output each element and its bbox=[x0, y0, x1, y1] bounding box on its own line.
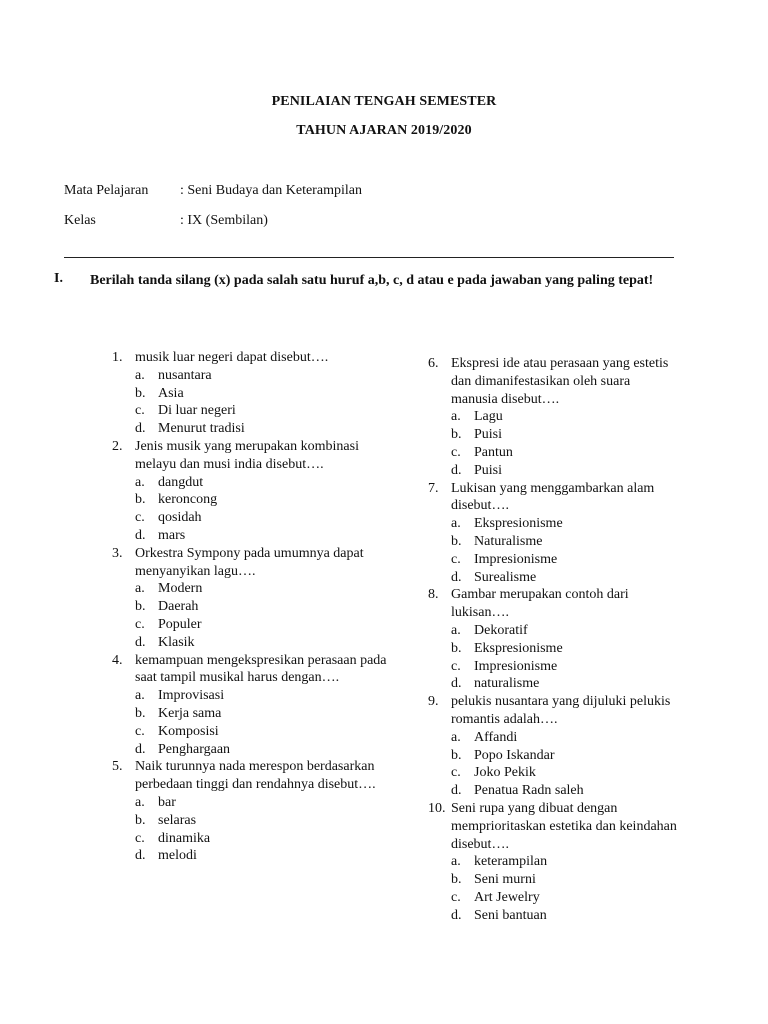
option-letter: d. bbox=[451, 676, 462, 692]
option-letter: d. bbox=[135, 634, 146, 650]
option-letter: a. bbox=[135, 688, 145, 704]
option-text: Art Jewelry bbox=[474, 889, 540, 905]
option-text: keterampilan bbox=[474, 854, 548, 870]
class-label: Kelas bbox=[64, 213, 96, 228]
option-text: Klasik bbox=[158, 634, 195, 650]
option-text: Ekspresionisme bbox=[474, 516, 563, 532]
option-text: Impresionisme bbox=[474, 658, 558, 674]
question-item bbox=[112, 652, 402, 759]
option-text: Popo Iskandar bbox=[474, 747, 555, 763]
answer-option[interactable] bbox=[135, 616, 402, 634]
question-column-right bbox=[428, 355, 678, 925]
answer-option[interactable] bbox=[135, 687, 402, 705]
answer-option[interactable] bbox=[451, 764, 678, 782]
answer-option[interactable] bbox=[135, 491, 402, 509]
option-text: Lagu bbox=[474, 409, 503, 425]
question-item bbox=[112, 545, 402, 652]
question-number: 3. bbox=[112, 545, 123, 561]
answer-option[interactable] bbox=[135, 634, 402, 652]
question-text: pelukis nusantara yang dijuluki pelukis romantis adalah…. bbox=[451, 694, 671, 727]
answer-option[interactable] bbox=[135, 723, 402, 741]
option-letter: b. bbox=[135, 705, 146, 721]
question-item bbox=[428, 800, 678, 925]
option-text: selaras bbox=[158, 812, 197, 828]
option-letter: d. bbox=[135, 421, 146, 437]
question-item bbox=[428, 480, 678, 587]
option-text: melodi bbox=[158, 848, 197, 864]
question-text: Lukisan yang menggambarkan alam disebut…. bbox=[451, 480, 655, 514]
answer-option[interactable] bbox=[135, 794, 402, 812]
option-text: Improvisasi bbox=[158, 688, 225, 704]
option-letter: a. bbox=[135, 474, 145, 490]
option-letter: b. bbox=[451, 427, 462, 443]
answer-option[interactable] bbox=[135, 598, 402, 616]
subject-value: : Seni Budaya dan Keterampilan bbox=[180, 183, 362, 198]
option-text: naturalisme bbox=[474, 676, 540, 692]
option-letter: c. bbox=[135, 510, 145, 526]
option-letter: a. bbox=[451, 729, 461, 745]
question-text: Jenis musik yang merupakan kombinasi melayu dan musi india disebut…. bbox=[135, 438, 359, 472]
divider bbox=[64, 257, 674, 258]
question-item bbox=[112, 349, 402, 438]
answer-option[interactable] bbox=[451, 515, 678, 533]
option-text: Kerja sama bbox=[158, 705, 222, 721]
answer-option[interactable] bbox=[451, 569, 678, 587]
option-letter: b. bbox=[135, 599, 146, 615]
option-text: Di luar negeri bbox=[158, 403, 236, 419]
option-text: Naturalisme bbox=[474, 533, 543, 549]
question-text: Gambar merupakan contoh dari lukisan…. bbox=[451, 587, 629, 621]
option-letter: d. bbox=[135, 848, 146, 864]
question-number: 9. bbox=[428, 694, 439, 710]
option-text: Puisi bbox=[474, 462, 503, 478]
question-number: 1. bbox=[112, 350, 123, 365]
option-letter: d. bbox=[451, 907, 462, 923]
answer-option[interactable] bbox=[451, 462, 678, 480]
option-letter: c. bbox=[451, 889, 461, 905]
question-number: 5. bbox=[112, 759, 123, 775]
question-number: 4. bbox=[112, 652, 123, 668]
option-letter: c. bbox=[451, 551, 461, 567]
option-text: Surealisme bbox=[474, 569, 537, 585]
answer-option[interactable] bbox=[135, 385, 402, 403]
answer-option[interactable] bbox=[135, 580, 402, 598]
section-number: I. bbox=[54, 271, 63, 286]
answer-option[interactable] bbox=[451, 444, 678, 462]
option-text: Joko Pekik bbox=[474, 765, 536, 781]
question-item bbox=[428, 693, 678, 800]
option-text: Penghargaan bbox=[158, 741, 231, 757]
option-letter: d. bbox=[135, 741, 146, 757]
option-text: Modern bbox=[158, 581, 203, 597]
option-letter: d. bbox=[451, 569, 462, 585]
answer-option[interactable] bbox=[135, 474, 402, 492]
option-letter: b. bbox=[451, 533, 462, 549]
option-letter: c. bbox=[135, 616, 145, 632]
answer-option[interactable] bbox=[451, 533, 678, 551]
class-value: : IX (Sembilan) bbox=[180, 213, 268, 228]
option-text: Penatua Radn saleh bbox=[474, 783, 584, 799]
option-text: Affandi bbox=[474, 729, 518, 745]
answer-option[interactable] bbox=[135, 705, 402, 723]
section-instruction: Berilah tanda silang (x) pada salah satu huruf a,b, c, d atau e pada jawaban yang paling tepat! bbox=[90, 273, 654, 288]
answer-option[interactable] bbox=[451, 747, 678, 765]
option-text: Menurut tradisi bbox=[158, 421, 245, 437]
option-letter: c. bbox=[451, 658, 461, 674]
question-item bbox=[428, 355, 678, 480]
option-letter: a. bbox=[135, 581, 145, 597]
option-letter: d. bbox=[451, 462, 462, 478]
option-text: keroncong bbox=[158, 492, 218, 508]
option-letter: a. bbox=[451, 622, 461, 638]
option-letter: a. bbox=[135, 367, 145, 383]
question-item bbox=[428, 586, 678, 693]
option-letter: b. bbox=[135, 492, 146, 508]
question-text: kemampuan mengekspresikan perasaan pada saat tampil musikal harus dengan…. bbox=[135, 652, 387, 686]
answer-option[interactable] bbox=[135, 367, 402, 385]
answer-option[interactable] bbox=[135, 527, 402, 545]
question-text: Seni rupa yang dibuat dengan memprioritaskan estetika dan keindahan disebut…. bbox=[451, 800, 677, 852]
answer-option[interactable] bbox=[135, 830, 402, 848]
question-number: 7. bbox=[428, 480, 439, 496]
option-letter: a. bbox=[451, 409, 461, 425]
option-letter: a. bbox=[135, 794, 145, 810]
answer-option[interactable] bbox=[135, 509, 402, 527]
option-letter: a. bbox=[451, 854, 461, 870]
option-text: Puisi bbox=[474, 427, 503, 443]
question-text: musik luar negeri dapat disebut…. bbox=[135, 350, 329, 365]
option-text: Daerah bbox=[158, 599, 199, 615]
option-letter: c. bbox=[451, 444, 461, 460]
option-letter: b. bbox=[451, 747, 462, 763]
answer-option[interactable] bbox=[451, 782, 678, 800]
option-text: Seni bantuan bbox=[474, 907, 547, 923]
option-letter: c. bbox=[135, 403, 145, 419]
answer-option[interactable] bbox=[451, 622, 678, 640]
option-text: bar bbox=[158, 794, 176, 810]
option-letter: d. bbox=[451, 783, 462, 799]
option-text: Populer bbox=[158, 616, 202, 632]
answer-option[interactable] bbox=[135, 741, 402, 759]
answer-option[interactable] bbox=[451, 675, 678, 693]
question-item bbox=[112, 758, 402, 865]
answer-option[interactable] bbox=[451, 871, 678, 889]
option-text: Ekspresionisme bbox=[474, 640, 563, 656]
academic-year: TAHUN AJARAN 2019/2020 bbox=[296, 123, 472, 138]
option-letter: d. bbox=[135, 527, 146, 543]
option-text: Seni murni bbox=[474, 872, 536, 888]
page-title: PENILAIAN TENGAH SEMESTER bbox=[271, 94, 497, 109]
answer-option[interactable] bbox=[135, 847, 402, 865]
option-letter: c. bbox=[451, 765, 461, 781]
question-column-left bbox=[112, 349, 402, 865]
answer-option[interactable] bbox=[451, 426, 678, 444]
question-number: 10. bbox=[428, 800, 446, 816]
subject-label: Mata Pelajaran bbox=[64, 183, 149, 198]
answer-option[interactable] bbox=[451, 658, 678, 676]
question-number: 2. bbox=[112, 438, 123, 454]
answer-option[interactable] bbox=[451, 640, 678, 658]
option-text: Asia bbox=[158, 385, 184, 401]
option-text: Pantun bbox=[474, 444, 513, 460]
answer-option[interactable] bbox=[135, 420, 402, 438]
option-letter: c. bbox=[135, 723, 145, 739]
option-text: nusantara bbox=[158, 367, 212, 383]
option-letter: b. bbox=[451, 872, 462, 888]
question-text: Naik turunnya nada merespon berdasarkan perbedaan tinggi dan rendahnya disebut…. bbox=[135, 759, 376, 793]
option-letter: a. bbox=[451, 516, 461, 532]
answer-option[interactable] bbox=[451, 729, 678, 747]
option-text: mars bbox=[158, 527, 186, 543]
option-letter: b. bbox=[135, 812, 146, 828]
option-letter: c. bbox=[135, 830, 145, 846]
answer-option[interactable] bbox=[135, 402, 402, 420]
answer-option[interactable] bbox=[451, 853, 678, 871]
question-text: Ekspresi ide atau perasaan yang estetis dan dimanifestasikan oleh suara manusia disebut…. bbox=[451, 356, 669, 407]
option-text: dangdut bbox=[158, 474, 204, 490]
option-text: dinamika bbox=[158, 830, 211, 846]
option-text: qosidah bbox=[158, 510, 202, 526]
question-number: 8. bbox=[428, 587, 439, 603]
question-item bbox=[112, 438, 402, 545]
option-text: Dekoratif bbox=[474, 622, 528, 638]
answer-option[interactable] bbox=[451, 408, 678, 426]
question-text: Orkestra Sympony pada umumnya dapat menyanyikan lagu…. bbox=[135, 545, 364, 579]
answer-option[interactable] bbox=[451, 907, 678, 925]
question-number: 6. bbox=[428, 356, 439, 371]
option-letter: b. bbox=[135, 385, 146, 401]
option-text: Komposisi bbox=[158, 723, 219, 739]
option-text: Impresionisme bbox=[474, 551, 558, 567]
option-letter: b. bbox=[451, 640, 462, 656]
answer-option[interactable] bbox=[135, 812, 402, 830]
answer-option[interactable] bbox=[451, 551, 678, 569]
answer-option[interactable] bbox=[451, 889, 678, 907]
